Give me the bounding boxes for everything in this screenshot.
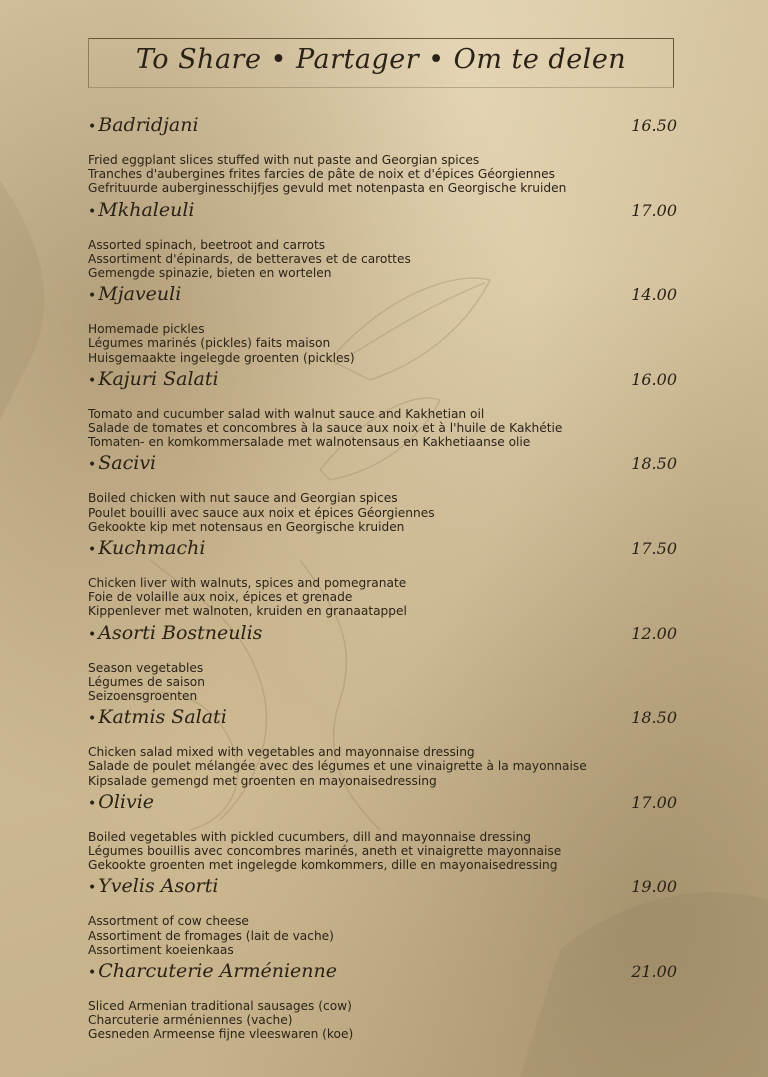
menu-item: [88, 706, 688, 788]
dish-price: 18.50: [631, 454, 677, 474]
bullet-icon: •: [88, 795, 97, 812]
menu-item: [88, 875, 688, 957]
description-line: Assortiment de fromages (lait de vache): [88, 928, 334, 943]
dish-name-text: Yvelis Asorti: [98, 875, 219, 898]
bullet-icon: •: [88, 880, 97, 897]
description-line: Gekookte kip met notensaus en Georgische kruiden: [88, 519, 405, 534]
description-line: Tomato and cucumber salad with walnut sauce and Kakhetian oil: [88, 406, 485, 421]
description-line: Chicken liver with walnuts, spices and pomegranate: [88, 576, 407, 590]
dish-name-text: Badridjani: [98, 114, 199, 136]
menu-item-header: [88, 791, 688, 821]
menu-item-header: [88, 875, 688, 905]
dish-name-text: Mjaveuli: [98, 283, 182, 306]
dish-name-text: Charcuterie Arménienne: [98, 960, 337, 982]
description-line: Kippenlever met walnoten, kruiden en granaatappel: [88, 604, 407, 619]
description-line: Salade de poulet mélangée avec des légumes et une vinaigrette à la mayonnaise: [88, 759, 587, 774]
dish-price: 14.00: [631, 285, 677, 305]
description-line: Boiled chicken with nut sauce and Georgian spices: [88, 491, 398, 506]
description-line: Légumes de saison: [88, 674, 205, 689]
dish-price: 18.50: [631, 708, 677, 728]
dish-price: 17.50: [631, 539, 677, 558]
description-line: Homemade pickles: [88, 322, 205, 337]
description-line: Charcuterie arméniennes (vache): [88, 1013, 293, 1028]
dish-name-text: Mkhaleuli: [98, 198, 195, 221]
section-title: To Share • Partager • Om te delen: [135, 44, 627, 75]
dish-description: [88, 322, 688, 365]
dish-description: [88, 999, 688, 1042]
dish-name-text: Kuchmachi: [98, 537, 206, 559]
dish-price: 16.00: [631, 369, 677, 389]
dish-name-text: Katmis Salati: [98, 706, 227, 729]
dish-description: [88, 491, 688, 534]
dish-name-text: Kajuri Salati: [98, 367, 219, 390]
menu-item: [88, 537, 688, 619]
dish-name: [88, 706, 227, 728]
dish-description: [88, 914, 688, 957]
dish-name: [88, 114, 199, 136]
description-line: Poulet bouilli avec sauce aux noix et épices Géorgiennes: [88, 505, 435, 520]
dish-name: [88, 452, 156, 474]
dish-description: [88, 238, 688, 281]
bullet-icon: •: [88, 457, 97, 474]
shadow-patch: [0, 180, 44, 420]
menu-item: [88, 283, 688, 365]
dish-price: 16.50: [631, 116, 677, 135]
bullet-icon: •: [88, 965, 97, 981]
menu-item-header: [88, 283, 688, 313]
description-line: Boiled vegetables with pickled cucumbers, dill and mayonnaise dressing: [88, 829, 532, 844]
bullet-icon: •: [88, 203, 97, 220]
description-line: Légumes marinés (pickles) faits maison: [88, 336, 331, 351]
description-line: Tranches d'aubergines frites farcies de pâte de noix et d'épices Géorgiennes: [88, 167, 555, 182]
description-line: Assortiment d'épinards, de betteraves et de carottes: [88, 251, 411, 266]
dish-description: [88, 830, 688, 873]
description-line: Tomaten- en komkommersalade met walnotensaus en Kakhetiaanse olie: [88, 435, 531, 450]
description-line: Foie de volaille aux noix, épices et grenade: [88, 590, 353, 605]
menu-item-header: [88, 706, 688, 736]
description-line: Gefrituurde auberginesschijfjes gevuld met notenpasta en Georgische kruiden: [88, 181, 567, 196]
dish-price: 17.00: [631, 200, 677, 220]
description-line: Huisgemaakte ingelegde groenten (pickles): [88, 350, 355, 365]
menu-item: [88, 622, 688, 704]
description-line: Fried eggplant slices stuffed with nut paste and Georgian spices: [88, 153, 480, 167]
menu-item-header: [88, 452, 688, 482]
dish-name: [88, 368, 219, 390]
menu-item-header: [88, 960, 688, 990]
dish-description: [88, 661, 688, 704]
description-line: Kipsalade gemengd met groenten en mayonaisedressing: [88, 773, 437, 788]
dish-name-text: Asorti Bostneulis: [98, 621, 263, 644]
dish-price: 17.00: [631, 792, 677, 812]
description-line: Salade de tomates et concombres à la sauce aux noix et à l'huile de Kakhétie: [88, 420, 563, 435]
description-line: Assorted spinach, beetroot and carrots: [88, 237, 326, 252]
menu-item: [88, 199, 688, 281]
menu-item-header: [88, 368, 688, 398]
description-line: Légumes bouillis avec concombres marinés, aneth et vinaigrette mayonnaise: [88, 843, 562, 858]
description-line: Sliced Armenian traditional sausages (cow): [88, 999, 352, 1013]
dish-price: 21.00: [631, 962, 677, 981]
description-line: Seizoensgroenten: [88, 688, 198, 703]
menu-item: [88, 368, 688, 450]
dish-description: [88, 745, 688, 788]
dish-name-text: Olivie: [98, 790, 155, 813]
menu-item-header: [88, 537, 688, 567]
menu-item-header: [88, 199, 688, 229]
dish-name-text: Sacivi: [98, 452, 157, 475]
bullet-icon: •: [88, 711, 97, 728]
dish-name: [88, 875, 218, 897]
dish-description: [88, 407, 688, 450]
dish-description: [88, 153, 688, 196]
dish-name: [88, 537, 205, 559]
description-line: Assortiment koeienkaas: [88, 942, 234, 957]
dish-name: [88, 283, 181, 305]
menu-item: [88, 960, 688, 1042]
description-line: Chicken salad mixed with vegetables and mayonnaise dressing: [88, 745, 475, 760]
menu-item: [88, 114, 688, 196]
menu-item-header: [88, 622, 688, 652]
dish-price: 19.00: [631, 877, 677, 897]
dish-description: [88, 576, 688, 619]
description-line: Gesneden Armeense fijne vleeswaren (koe): [88, 1027, 354, 1042]
dish-name: [88, 960, 337, 982]
description-line: Gekookte groenten met ingelegde komkommers, dille en mayonaisedressing: [88, 858, 558, 873]
bullet-icon: •: [88, 626, 97, 643]
dish-name: [88, 622, 262, 644]
menu-item-header: [88, 114, 688, 144]
description-line: Assortment of cow cheese: [88, 914, 249, 929]
description-line: Gemengde spinazie, bieten en wortelen: [88, 265, 332, 280]
menu-item: [88, 791, 688, 873]
bullet-icon: •: [88, 119, 97, 135]
bullet-icon: •: [88, 542, 97, 558]
dish-name: [88, 199, 195, 221]
dish-price: 12.00: [631, 623, 677, 643]
bullet-icon: •: [88, 288, 97, 305]
bullet-icon: •: [88, 372, 97, 389]
dish-name: [88, 791, 154, 813]
menu-item: [88, 452, 688, 534]
description-line: Season vegetables: [88, 660, 204, 675]
